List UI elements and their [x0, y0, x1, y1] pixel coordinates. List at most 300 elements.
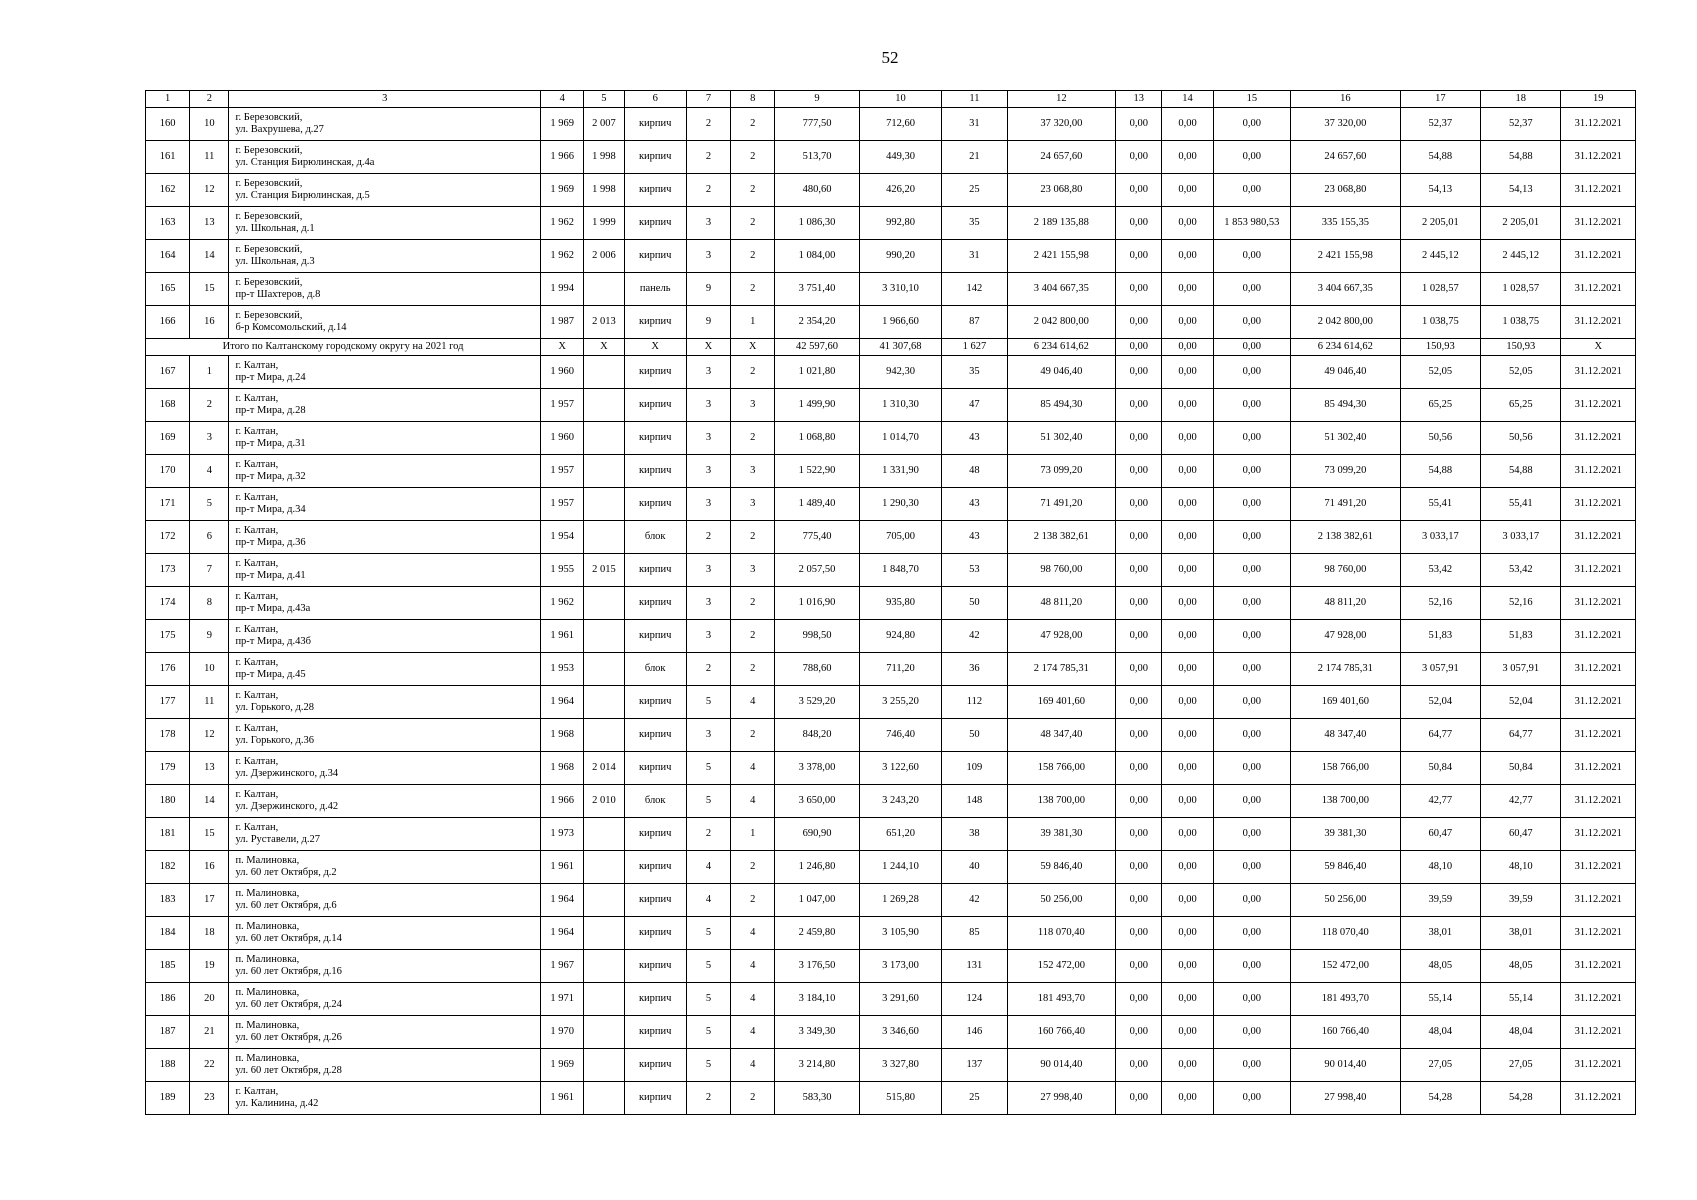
cell-c13: 0,00	[1116, 950, 1162, 983]
address-cell	[229, 488, 541, 521]
cell-c12: 181 493,70	[1007, 983, 1116, 1016]
cell-c4: 1 994	[541, 273, 584, 306]
table-row	[146, 1049, 1636, 1082]
cell-c9: 2 057,50	[775, 554, 859, 587]
cell-c8: 4	[731, 917, 775, 950]
cell-c15: 0,00	[1213, 554, 1290, 587]
row-number: 186	[146, 983, 190, 1016]
cell-c4: 1 964	[541, 686, 584, 719]
cell-c17: 52,04	[1400, 686, 1480, 719]
cell-c10: 924,80	[859, 620, 941, 653]
cell-c18: 3 057,91	[1481, 653, 1561, 686]
cell-c9: 3 650,00	[775, 785, 859, 818]
cell-c5: 2 015	[584, 554, 624, 587]
cell-c7: 5	[686, 1049, 730, 1082]
cell-c4: 1 966	[541, 785, 584, 818]
cell-c5	[584, 389, 624, 422]
address-cell	[229, 752, 541, 785]
cell-c13: 0,00	[1116, 389, 1162, 422]
municipal-row-number: 23	[190, 1082, 229, 1115]
cell-c17: 3 033,17	[1400, 521, 1480, 554]
municipal-row-number: 3	[190, 422, 229, 455]
cell-c9: 777,50	[775, 108, 859, 141]
cell-c13: 0,00	[1116, 356, 1162, 389]
cell-c7: 3	[686, 620, 730, 653]
row-number: 187	[146, 1016, 190, 1049]
cell-c18: 52,37	[1481, 108, 1561, 141]
cell-c13: 0,00	[1116, 240, 1162, 273]
cell-c7: 5	[686, 917, 730, 950]
cell-c11: 48	[942, 455, 1007, 488]
total-cell-c19: X	[1561, 339, 1636, 356]
table-row	[146, 653, 1636, 686]
cell-c10: 992,80	[859, 207, 941, 240]
cell-c4: 1 968	[541, 719, 584, 752]
cell-c16: 85 494,30	[1291, 389, 1401, 422]
cell-c17: 38,01	[1400, 917, 1480, 950]
address-street: ул. Калинина, д.42	[235, 1098, 319, 1109]
cell-c15: 0,00	[1213, 389, 1290, 422]
cell-c7: 5	[686, 686, 730, 719]
cell-c6: кирпич	[624, 207, 686, 240]
cell-c4: 1 962	[541, 587, 584, 620]
cell-c6: кирпич	[624, 306, 686, 339]
cell-c15: 0,00	[1213, 785, 1290, 818]
cell-c9: 1 084,00	[775, 240, 859, 273]
cell-c17: 48,04	[1400, 1016, 1480, 1049]
address-locality: г. Калтан,	[235, 1086, 279, 1097]
cell-c5	[584, 587, 624, 620]
cell-c5	[584, 1082, 624, 1115]
cell-c16: 158 766,00	[1291, 752, 1401, 785]
cell-c15: 0,00	[1213, 356, 1290, 389]
cell-c10: 1 966,60	[859, 306, 941, 339]
column-header: 10	[859, 91, 941, 108]
cell-c19: 31.12.2021	[1561, 240, 1636, 273]
cell-c7: 2	[686, 141, 730, 174]
address-cell	[229, 884, 541, 917]
cell-c12: 138 700,00	[1007, 785, 1116, 818]
cell-c6: кирпич	[624, 752, 686, 785]
cell-c4: 1 957	[541, 389, 584, 422]
cell-c4: 1 961	[541, 620, 584, 653]
municipal-row-number: 18	[190, 917, 229, 950]
cell-c15: 0,00	[1213, 273, 1290, 306]
cell-c16: 39 381,30	[1291, 818, 1401, 851]
cell-c7: 2	[686, 521, 730, 554]
column-header: 8	[731, 91, 775, 108]
cell-c4: 1 987	[541, 306, 584, 339]
cell-c5	[584, 686, 624, 719]
address-cell	[229, 273, 541, 306]
cell-c16: 118 070,40	[1291, 917, 1401, 950]
cell-c7: 5	[686, 752, 730, 785]
column-header: 9	[775, 91, 859, 108]
address-street: пр-т Мира, д.34	[235, 504, 306, 515]
cell-c14: 0,00	[1162, 174, 1213, 207]
cell-c16: 3 404 667,35	[1291, 273, 1401, 306]
cell-c17: 55,41	[1400, 488, 1480, 521]
row-number: 176	[146, 653, 190, 686]
cell-c14: 0,00	[1162, 719, 1213, 752]
row-number: 166	[146, 306, 190, 339]
cell-c11: 35	[942, 207, 1007, 240]
cell-c5	[584, 917, 624, 950]
cell-c12: 2 421 155,98	[1007, 240, 1116, 273]
total-cell-c9: 42 597,60	[775, 339, 859, 356]
cell-c13: 0,00	[1116, 653, 1162, 686]
row-number: 170	[146, 455, 190, 488]
cell-c19: 31.12.2021	[1561, 818, 1636, 851]
cell-c7: 3	[686, 455, 730, 488]
table-row	[146, 719, 1636, 752]
cell-c18: 65,25	[1481, 389, 1561, 422]
cell-c17: 65,25	[1400, 389, 1480, 422]
cell-c18: 53,42	[1481, 554, 1561, 587]
cell-c19: 31.12.2021	[1561, 785, 1636, 818]
cell-c5	[584, 521, 624, 554]
cell-c15: 0,00	[1213, 719, 1290, 752]
municipal-row-number: 11	[190, 686, 229, 719]
cell-c18: 50,84	[1481, 752, 1561, 785]
table-row	[146, 818, 1636, 851]
cell-c9: 1 522,90	[775, 455, 859, 488]
cell-c18: 2 205,01	[1481, 207, 1561, 240]
cell-c17: 39,59	[1400, 884, 1480, 917]
municipal-row-number: 20	[190, 983, 229, 1016]
cell-c19: 31.12.2021	[1561, 851, 1636, 884]
cell-c12: 160 766,40	[1007, 1016, 1116, 1049]
cell-c14: 0,00	[1162, 686, 1213, 719]
cell-c16: 48 811,20	[1291, 587, 1401, 620]
cell-c14: 0,00	[1162, 950, 1213, 983]
cell-c11: 31	[942, 108, 1007, 141]
cell-c13: 0,00	[1116, 273, 1162, 306]
column-header: 16	[1291, 91, 1401, 108]
cell-c19: 31.12.2021	[1561, 950, 1636, 983]
table-row	[146, 108, 1636, 141]
address-street: пр-т Мира, д.31	[235, 438, 306, 449]
cell-c10: 1 848,70	[859, 554, 941, 587]
address-street: ул. 60 лет Октября, д.26	[235, 1032, 342, 1043]
cell-c5: 2 007	[584, 108, 624, 141]
cell-c17: 55,14	[1400, 983, 1480, 1016]
address-street: пр-т Мира, д.45	[235, 669, 306, 680]
cell-c6: кирпич	[624, 620, 686, 653]
row-number: 171	[146, 488, 190, 521]
table-row	[146, 851, 1636, 884]
cell-c8: 2	[731, 422, 775, 455]
cell-c7: 5	[686, 785, 730, 818]
cell-c4: 1 960	[541, 422, 584, 455]
cell-c19: 31.12.2021	[1561, 306, 1636, 339]
cell-c6: панель	[624, 273, 686, 306]
cell-c18: 55,14	[1481, 983, 1561, 1016]
cell-c6: блок	[624, 785, 686, 818]
address-street: ул. Руставели, д.27	[235, 834, 320, 845]
cell-c7: 3	[686, 719, 730, 752]
total-cell-c12: 6 234 614,62	[1007, 339, 1116, 356]
cell-c5	[584, 620, 624, 653]
cell-c14: 0,00	[1162, 785, 1213, 818]
cell-c13: 0,00	[1116, 785, 1162, 818]
address-cell	[229, 1082, 541, 1115]
cell-c10: 3 255,20	[859, 686, 941, 719]
cell-c8: 2	[731, 108, 775, 141]
cell-c15: 0,00	[1213, 620, 1290, 653]
cell-c12: 98 760,00	[1007, 554, 1116, 587]
cell-c14: 0,00	[1162, 752, 1213, 785]
cell-c8: 2	[731, 1082, 775, 1115]
cell-c18: 54,13	[1481, 174, 1561, 207]
cell-c13: 0,00	[1116, 917, 1162, 950]
cell-c9: 480,60	[775, 174, 859, 207]
cell-c8: 2	[731, 653, 775, 686]
address-locality: г. Березовский,	[235, 178, 303, 189]
address-locality: п. Малиновка,	[235, 855, 300, 866]
cell-c11: 142	[942, 273, 1007, 306]
cell-c16: 73 099,20	[1291, 455, 1401, 488]
address-cell	[229, 719, 541, 752]
cell-c6: кирпич	[624, 818, 686, 851]
cell-c11: 146	[942, 1016, 1007, 1049]
address-street: ул. 60 лет Октября, д.2	[235, 867, 337, 878]
cell-c5: 1 998	[584, 141, 624, 174]
cell-c16: 71 491,20	[1291, 488, 1401, 521]
cell-c11: 87	[942, 306, 1007, 339]
row-number: 168	[146, 389, 190, 422]
cell-c6: кирпич	[624, 356, 686, 389]
cell-c12: 59 846,40	[1007, 851, 1116, 884]
municipal-row-number: 16	[190, 306, 229, 339]
cell-c19: 31.12.2021	[1561, 686, 1636, 719]
cell-c19: 31.12.2021	[1561, 884, 1636, 917]
cell-c11: 43	[942, 422, 1007, 455]
cell-c16: 50 256,00	[1291, 884, 1401, 917]
cell-c6: кирпич	[624, 719, 686, 752]
cell-c4: 1 957	[541, 455, 584, 488]
cell-c10: 990,20	[859, 240, 941, 273]
cell-c8: 2	[731, 240, 775, 273]
cell-c14: 0,00	[1162, 389, 1213, 422]
cell-c7: 3	[686, 422, 730, 455]
cell-c9: 1 068,80	[775, 422, 859, 455]
cell-c17: 53,42	[1400, 554, 1480, 587]
cell-c16: 37 320,00	[1291, 108, 1401, 141]
column-header: 5	[584, 91, 624, 108]
cell-c6: кирпич	[624, 1082, 686, 1115]
cell-c13: 0,00	[1116, 752, 1162, 785]
cell-c4: 1 967	[541, 950, 584, 983]
cell-c12: 90 014,40	[1007, 1049, 1116, 1082]
cell-c5: 1 998	[584, 174, 624, 207]
cell-c4: 1 968	[541, 752, 584, 785]
address-cell	[229, 917, 541, 950]
column-number-row	[146, 91, 1636, 108]
cell-c15: 0,00	[1213, 141, 1290, 174]
cell-c13: 0,00	[1116, 818, 1162, 851]
municipal-row-number: 4	[190, 455, 229, 488]
cell-c5	[584, 884, 624, 917]
cell-c5: 2 006	[584, 240, 624, 273]
cell-c9: 2 459,80	[775, 917, 859, 950]
cell-c18: 48,05	[1481, 950, 1561, 983]
cell-c18: 64,77	[1481, 719, 1561, 752]
municipal-row-number: 21	[190, 1016, 229, 1049]
column-header: 1	[146, 91, 190, 108]
cell-c14: 0,00	[1162, 273, 1213, 306]
cell-c4: 1 970	[541, 1016, 584, 1049]
address-locality: г. Калтан,	[235, 426, 279, 437]
cell-c9: 583,30	[775, 1082, 859, 1115]
cell-c13: 0,00	[1116, 554, 1162, 587]
cell-c17: 60,47	[1400, 818, 1480, 851]
cell-c5	[584, 422, 624, 455]
address-locality: п. Малиновка,	[235, 1053, 300, 1064]
address-locality: г. Калтан,	[235, 690, 279, 701]
cell-c7: 5	[686, 1016, 730, 1049]
cell-c17: 48,10	[1400, 851, 1480, 884]
cell-c12: 71 491,20	[1007, 488, 1116, 521]
cell-c11: 109	[942, 752, 1007, 785]
row-number: 181	[146, 818, 190, 851]
cell-c7: 3	[686, 488, 730, 521]
row-number: 163	[146, 207, 190, 240]
cell-c15: 0,00	[1213, 851, 1290, 884]
cell-c17: 52,37	[1400, 108, 1480, 141]
cell-c5: 2 013	[584, 306, 624, 339]
municipal-row-number: 22	[190, 1049, 229, 1082]
table-row	[146, 488, 1636, 521]
cell-c6: блок	[624, 653, 686, 686]
total-cell-c13: 0,00	[1116, 339, 1162, 356]
cell-c8: 3	[731, 554, 775, 587]
cell-c5	[584, 818, 624, 851]
cell-c5	[584, 488, 624, 521]
table-row	[146, 983, 1636, 1016]
cell-c17: 50,56	[1400, 422, 1480, 455]
cell-c18: 51,83	[1481, 620, 1561, 653]
address-street: пр-т Мира, д.43б	[235, 636, 311, 647]
cell-c12: 2 042 800,00	[1007, 306, 1116, 339]
address-locality: п. Малиновка,	[235, 888, 300, 899]
cell-c15: 0,00	[1213, 108, 1290, 141]
address-cell	[229, 620, 541, 653]
cell-c19: 31.12.2021	[1561, 521, 1636, 554]
address-street: пр-т Мира, д.41	[235, 570, 306, 581]
address-locality: г. Калтан,	[235, 756, 279, 767]
address-cell	[229, 389, 541, 422]
address-cell	[229, 521, 541, 554]
cell-c15: 0,00	[1213, 306, 1290, 339]
cell-c11: 53	[942, 554, 1007, 587]
address-locality: п. Малиновка,	[235, 954, 300, 965]
address-street: ул. Дзержинского, д.42	[235, 801, 339, 812]
cell-c8: 4	[731, 950, 775, 983]
address-cell	[229, 785, 541, 818]
cell-c10: 651,20	[859, 818, 941, 851]
cell-c11: 25	[942, 1082, 1007, 1115]
cell-c4: 1 969	[541, 1049, 584, 1082]
row-number: 184	[146, 917, 190, 950]
cell-c15: 0,00	[1213, 521, 1290, 554]
cell-c9: 3 184,10	[775, 983, 859, 1016]
address-street: ул. 60 лет Октября, д.28	[235, 1065, 342, 1076]
row-number: 164	[146, 240, 190, 273]
municipal-row-number: 16	[190, 851, 229, 884]
cell-c9: 3 529,20	[775, 686, 859, 719]
cell-c15: 0,00	[1213, 1016, 1290, 1049]
cell-c14: 0,00	[1162, 620, 1213, 653]
address-cell	[229, 422, 541, 455]
cell-c11: 40	[942, 851, 1007, 884]
table-row	[146, 422, 1636, 455]
cell-c7: 3	[686, 389, 730, 422]
total-cell-c10: 41 307,68	[859, 339, 941, 356]
row-number: 165	[146, 273, 190, 306]
address-cell	[229, 587, 541, 620]
cell-c8: 2	[731, 587, 775, 620]
cell-c19: 31.12.2021	[1561, 422, 1636, 455]
row-number: 174	[146, 587, 190, 620]
cell-c4: 1 966	[541, 141, 584, 174]
cell-c8: 2	[731, 273, 775, 306]
cell-c16: 24 657,60	[1291, 141, 1401, 174]
cell-c15: 0,00	[1213, 917, 1290, 950]
address-locality: г. Березовский,	[235, 211, 303, 222]
cell-c12: 50 256,00	[1007, 884, 1116, 917]
cell-c11: 47	[942, 389, 1007, 422]
cell-c9: 1 246,80	[775, 851, 859, 884]
cell-c13: 0,00	[1116, 719, 1162, 752]
cell-c17: 48,05	[1400, 950, 1480, 983]
cell-c6: кирпич	[624, 488, 686, 521]
cell-c13: 0,00	[1116, 1016, 1162, 1049]
cell-c15: 0,00	[1213, 653, 1290, 686]
cell-c13: 0,00	[1116, 306, 1162, 339]
cell-c11: 35	[942, 356, 1007, 389]
cell-c5	[584, 356, 624, 389]
cell-c9: 3 349,30	[775, 1016, 859, 1049]
cell-c11: 25	[942, 174, 1007, 207]
column-header: 7	[686, 91, 730, 108]
address-cell	[229, 174, 541, 207]
cell-c7: 5	[686, 983, 730, 1016]
cell-c18: 52,16	[1481, 587, 1561, 620]
cell-c4: 1 971	[541, 983, 584, 1016]
cell-c16: 335 155,35	[1291, 207, 1401, 240]
cell-c4: 1 969	[541, 108, 584, 141]
cell-c17: 1 028,57	[1400, 273, 1480, 306]
total-cell-c8: X	[731, 339, 775, 356]
cell-c14: 0,00	[1162, 983, 1213, 1016]
municipal-row-number: 2	[190, 389, 229, 422]
cell-c5	[584, 455, 624, 488]
cell-c14: 0,00	[1162, 455, 1213, 488]
cell-c13: 0,00	[1116, 1049, 1162, 1082]
address-locality: г. Калтан,	[235, 360, 279, 371]
total-cell-c5: X	[584, 339, 624, 356]
cell-c9: 1 499,90	[775, 389, 859, 422]
cell-c7: 3	[686, 356, 730, 389]
cell-c19: 31.12.2021	[1561, 389, 1636, 422]
cell-c11: 112	[942, 686, 1007, 719]
cell-c12: 23 068,80	[1007, 174, 1116, 207]
cell-c13: 0,00	[1116, 587, 1162, 620]
cell-c14: 0,00	[1162, 1049, 1213, 1082]
cell-c15: 0,00	[1213, 240, 1290, 273]
cell-c6: кирпич	[624, 422, 686, 455]
